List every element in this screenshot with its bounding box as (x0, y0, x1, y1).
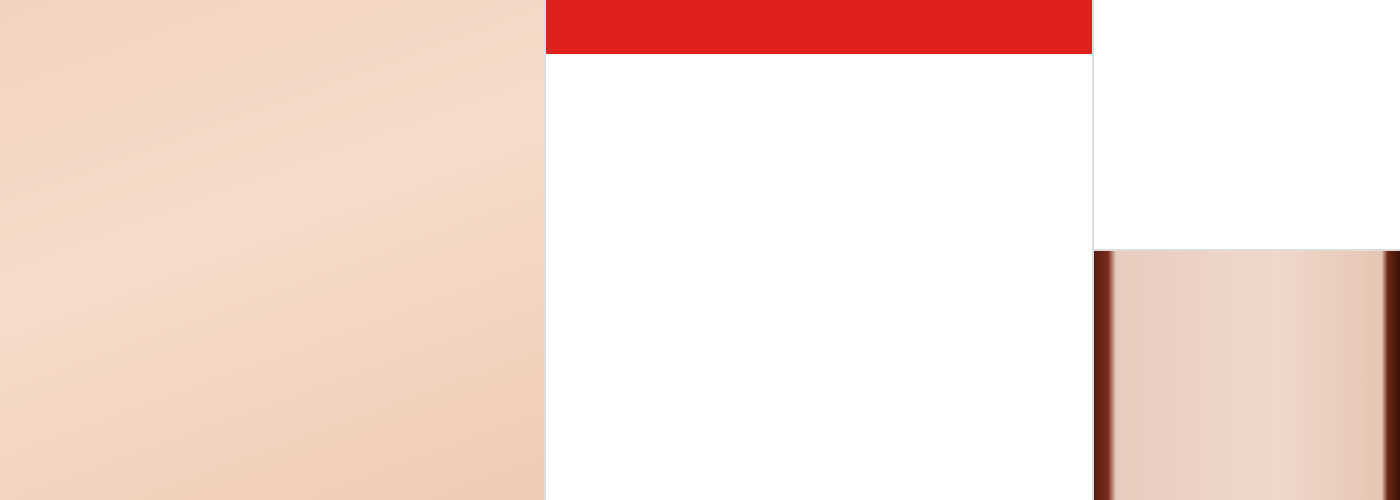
lunch-menu-panel (546, 0, 1092, 500)
menu-photo-thumbnail (1094, 251, 1400, 500)
entree-menu-panel (1094, 0, 1400, 249)
left-menu-photo (0, 0, 544, 500)
price-banner (546, 0, 1092, 54)
